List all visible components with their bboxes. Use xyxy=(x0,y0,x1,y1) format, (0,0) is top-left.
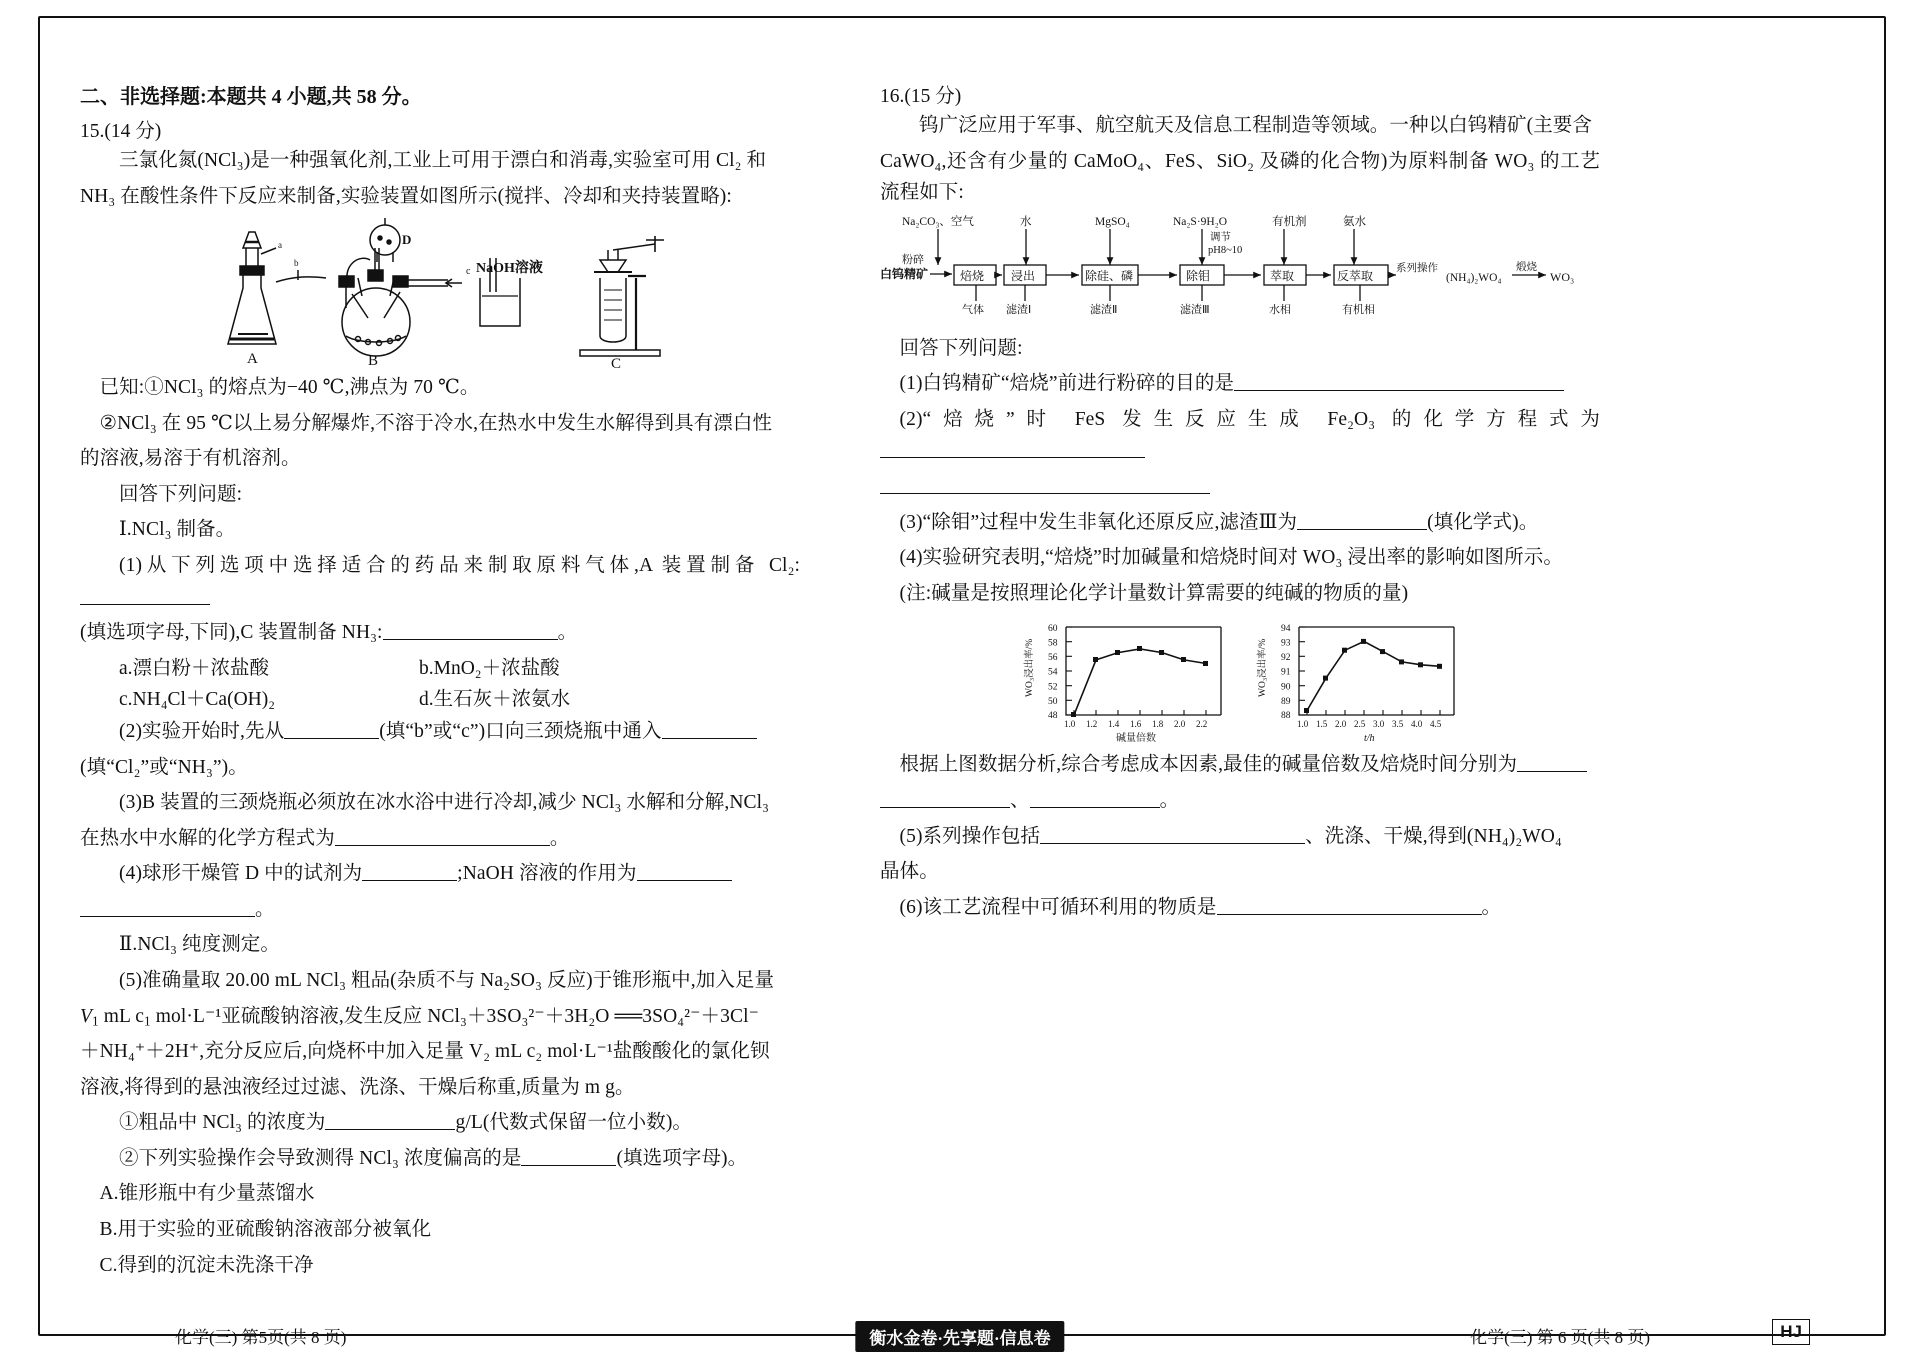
q16-sub2-blank-2[interactable] xyxy=(880,493,1210,494)
chart1-xlabel: 碱量倍数 xyxy=(1116,733,1156,745)
chart1-ytick-50: 50 xyxy=(1048,697,1058,708)
q15-sub5-1-blank[interactable] xyxy=(325,1129,455,1130)
chart-2-svg xyxy=(1249,615,1464,745)
chart2-ytick-93: 93 xyxy=(1281,638,1291,649)
q16-sub4-conclusion-line1 xyxy=(880,749,1600,781)
q15-options-row-1 xyxy=(80,653,800,685)
flow-input-arrow-label: 粉碎 xyxy=(902,253,924,266)
q16-sub2 xyxy=(880,404,1600,467)
footer-right-page: 化学(三) 第 6 页(共 8 页) xyxy=(1470,1328,1650,1347)
chart2-xtick-8: 4.5 xyxy=(1430,719,1442,730)
q15-sub4-text-b: ;NaOH 溶液的作用为 xyxy=(457,863,637,885)
q15-sub5-line3: ＋NH₄⁺＋2H⁺,充分反应后,向烧杯中加入足量 V₂ mL c₂ mol·L⁻¹盐酸酸化的氯化钡 xyxy=(80,1041,770,1063)
chart1-xtick-4: 1.6 xyxy=(1130,719,1142,730)
chart2-xtick-6: 3.5 xyxy=(1392,719,1404,730)
flow-step-5: 萃取 xyxy=(1270,268,1295,283)
flow-step-4: 除钼 xyxy=(1186,268,1211,283)
flow-reagent-4: Na₂S·9H₂O xyxy=(1173,215,1228,228)
chart1-xtick-3: 1.4 xyxy=(1108,719,1120,730)
chart2-xtick-7: 4.0 xyxy=(1411,719,1423,730)
process-flowchart xyxy=(880,213,1600,325)
q15-sub2-line2 xyxy=(80,752,800,784)
chart2-xtick-3: 2.0 xyxy=(1335,719,1347,730)
q15-sub3-text-b: 在热水中水解的化学方程式为 xyxy=(80,827,335,849)
flow-waste-6: 有机相 xyxy=(1342,303,1375,316)
q16-sub1-text: (1)白钨精矿“焙烧”前进行粉碎的目的是 xyxy=(899,373,1235,395)
q15-sub2-text-b: (填“b”或“c”)口向三颈烧瓶中通入 xyxy=(379,720,662,742)
footer-code-badge: HJ xyxy=(1772,1319,1810,1345)
q15-sub5-line1: (5)准确量取 20.00 mL NCl₃ 粗品(杂质不与 Na₂SO₃ 反应)于锥形瓶中,加入足量 xyxy=(119,969,775,991)
q15-known-2b: 的溶液,易溶于有机溶剂。 xyxy=(80,448,301,470)
q16-sub2-line2 xyxy=(880,471,1600,503)
q15-stem-line1 xyxy=(80,145,800,177)
q15-option-d: d.生石灰＋浓氨水 xyxy=(419,689,571,711)
question-15-number: 15.(14 分) xyxy=(80,121,162,142)
q16-sub4-line2: (注:碱量是按照理论化学计量数计算需要的纯碱的物质的量) xyxy=(899,582,1409,604)
q16-sub4-concl-period: 。 xyxy=(1159,789,1180,811)
question-16-number: 16.(15 分) xyxy=(880,86,962,107)
flow-tail-product: (NH₄)₂WO₄ xyxy=(1446,271,1502,284)
q16-sub3-text-a: (3)“除钼”过程中发生非氧化还原反应,滤渣Ⅲ为 xyxy=(899,511,1298,533)
flow-tail-final: WO₃ xyxy=(1550,269,1575,284)
q15-subopt-B: B.用于实验的亚硫酸钠溶液部分被氧化 xyxy=(99,1219,432,1241)
q15-sub3-line1 xyxy=(80,787,800,819)
q16-sub5-line2: 晶体。 xyxy=(880,861,939,883)
q15-sub2-line1 xyxy=(80,716,800,748)
flow-step-6: 反萃取 xyxy=(1337,268,1374,283)
q16-stem-line2: CaWO₄,还含有少量的 CaMoO₄、FeS、SiO₂ 及磷的化合物)为原料制备 WO₃ 的工艺流程如下: xyxy=(880,150,1600,204)
q16-sub4-concl-sep: 、 xyxy=(1010,789,1030,811)
q15-sub5-1-text-b: g/L(代数式保留一位小数)。 xyxy=(455,1112,693,1134)
q15-sub5-2-blank[interactable] xyxy=(521,1165,616,1166)
chart2-ylabel: WO₃浸出率/% xyxy=(1258,639,1268,698)
flow-reagent-6: 氨水 xyxy=(1343,215,1366,228)
q16-sub3 xyxy=(880,507,1600,539)
q15-sub1-blank-2[interactable] xyxy=(383,639,558,640)
q15-sub1-line1 xyxy=(80,550,800,613)
chart1-ytick-60: 60 xyxy=(1048,624,1058,635)
q15-option-c: c.NH₄Cl＋Ca(OH)₂ xyxy=(119,689,276,711)
flow-step-3: 除硅、磷 xyxy=(1085,268,1134,283)
q15-answer-prompt: 回答下列问题: xyxy=(119,483,243,505)
chart2-xtick-5: 3.0 xyxy=(1373,719,1385,730)
q15-sub5-line2: $V_1$ mL $c_1$ mol·L⁻¹亚硫酸钠溶液,发生反应 NCl₃＋3SO₃²⁻＋3H₂O ══3SO₄²⁻＋3Cl⁻ xyxy=(80,1005,759,1029)
q15-sub5-2 xyxy=(80,1143,800,1175)
flow-waste-5: 水相 xyxy=(1269,303,1291,316)
q16-sub6-period: 。 xyxy=(1481,896,1502,918)
q15-sub3-blank[interactable] xyxy=(335,845,550,846)
chart1-data-points xyxy=(1071,646,1208,717)
chart1-ytick-54: 54 xyxy=(1048,667,1058,678)
q15-sub4-line1 xyxy=(80,858,800,890)
q15-sub5-text-eq: mol·L⁻¹亚硫酸钠溶液,发生反应 NCl₃＋3SO₃²⁻＋3H₂O ══3SO₄²⁻＋3Cl⁻ xyxy=(150,1005,759,1027)
q16-sub4-line1: (4)实验研究表明,“焙烧”时加碱量和焙烧时间对 WO₃ 浸出率的影响如图所示。 xyxy=(899,547,1563,569)
q16-sub5-line1 xyxy=(880,821,1600,853)
q15-sub5-2-text-a: ②下列实验操作会导致测得 NCl₃ 浓度偏高的是 xyxy=(119,1147,522,1169)
chart1-ylabel: WO₃浸出率/% xyxy=(1025,639,1035,698)
chart1-ytick-58: 58 xyxy=(1048,638,1058,649)
flow-waste-3: 滤渣Ⅱ xyxy=(1090,303,1118,316)
q15-sub1-text-b: (填选项字母,下同),C 装置制备 NH₃: xyxy=(80,622,383,644)
q15-subopt-C: C.得到的沉淀未洗涤干净 xyxy=(99,1254,314,1276)
flow-reagent-1: Na₂CO₃、空气 xyxy=(902,215,974,228)
q15-stem-text2: NH₃ 在酸性条件下反应来制备,实验装置如图所示(搅拌、冷却和夹持装置略): xyxy=(80,185,732,207)
left-column xyxy=(60,80,820,1285)
q15-sub4-line2 xyxy=(80,894,800,926)
chart2-xtick-1: 1.0 xyxy=(1297,719,1309,730)
flowchart-svg xyxy=(880,213,1610,325)
q15-sub2-blank-2[interactable] xyxy=(662,738,757,739)
q16-answer-prompt: 回答下列问题: xyxy=(899,337,1023,359)
q16-sub2-blank-1[interactable] xyxy=(880,457,1145,458)
q16-sub6 xyxy=(880,892,1600,924)
q15-stem-text1: 三氯化氮(NCl₃)是一种强氧化剂,工业上可用于漂白和消毒,实验室可用 Cl₂ 和 xyxy=(119,150,767,171)
q15-sub4-text-a: (4)球形干燥管 D 中的试剂为 xyxy=(119,863,363,885)
q16-sub4-conclusion-line2 xyxy=(880,785,1600,817)
apparatus-label-a-port: a xyxy=(278,240,282,251)
q15-sub4-blank-3[interactable] xyxy=(80,916,255,917)
q15-var-v1: V xyxy=(80,1005,93,1027)
flow-reagent-2: 水 xyxy=(1020,215,1032,228)
q15-option-a: a.漂白粉＋浓盐酸 xyxy=(119,657,270,679)
chart2-data-points xyxy=(1304,639,1442,713)
q15-part2-title: Ⅱ.NCl₃ 纯度测定。 xyxy=(119,934,281,956)
q15-sub5-1 xyxy=(80,1107,800,1139)
flow-ph-note-2: pH8~10 xyxy=(1208,244,1243,256)
q16-sub5-blank[interactable] xyxy=(1040,843,1305,844)
apparatus-label-naoh: NaOH溶液 xyxy=(476,261,543,277)
apparatus-svg xyxy=(80,218,780,368)
q15-sub1-blank-1[interactable] xyxy=(80,604,210,605)
q15-sub5-text-ml: mL c xyxy=(98,1005,145,1027)
q16-sub3-text-b: (填化学式)。 xyxy=(1427,511,1539,533)
chart2-xtick-4: 2.5 xyxy=(1354,719,1366,730)
chart-roasting-time xyxy=(1249,615,1464,745)
flow-ph-note-1: 调节 xyxy=(1210,231,1231,243)
chart2-ytick-89: 89 xyxy=(1281,697,1291,708)
q16-sub5-text-a: (5)系列操作包括 xyxy=(899,825,1041,847)
q15-sub4-period: 。 xyxy=(255,898,275,920)
flow-input-label: 白钨精矿 xyxy=(880,266,929,281)
q15-sub2-text-c: (填“Cl₂”或“NH₃”)。 xyxy=(80,756,248,778)
q15-sub4-blank-1[interactable] xyxy=(362,880,457,881)
flow-reagent-5: 有机剂 xyxy=(1272,215,1307,228)
chart1-xtick-6: 2.0 xyxy=(1174,719,1186,730)
chart2-ytick-94: 94 xyxy=(1281,624,1291,635)
q15-known-2a: ②NCl₃ 在 95 ℃以上易分解爆炸,不溶于冷水,在热水中发生水解得到具有漂白性 xyxy=(99,412,773,434)
q15-sub5-2-text-b: (填选项字母)。 xyxy=(616,1147,748,1169)
chart1-xtick-7: 2.2 xyxy=(1196,719,1208,730)
section-heading: 二、非选择题:本题共 4 小题,共 58 分。 xyxy=(80,86,422,108)
chart2-xtick-2: 1.5 xyxy=(1316,719,1328,730)
chart-alkali-ratio xyxy=(1016,615,1231,745)
q15-sub2-text-a: (2)实验开始时,先从 xyxy=(119,720,285,742)
q16-sub4-concl-blank-2[interactable] xyxy=(880,807,1010,808)
apparatus-label-a: A xyxy=(247,351,258,368)
q15-sub3-line2 xyxy=(80,823,800,855)
chart-1-svg xyxy=(1016,615,1231,745)
q16-sub1-blank[interactable] xyxy=(1234,390,1564,391)
apparatus-label-c: C xyxy=(611,356,622,369)
q16-sub4-concl-blank-3[interactable] xyxy=(1030,807,1160,808)
q15-known-1: 已知:①NCl₃ 的熔点为−40 ℃,沸点为 70 ℃。 xyxy=(99,377,480,399)
q15-option-b: b.MnO₂＋浓盐酸 xyxy=(419,657,560,679)
q16-sub6-blank[interactable] xyxy=(1217,914,1482,915)
apparatus-figure xyxy=(80,218,800,368)
q16-sub6-text-a: (6)该工艺流程中可循环利用的物质是 xyxy=(899,896,1217,918)
flow-tail-arrow-label: 煅烧 xyxy=(1516,261,1537,273)
charts-container xyxy=(880,615,1600,745)
q15-subopt-A: A.锥形瓶中有少量蒸馏水 xyxy=(99,1183,315,1205)
apparatus-label-b: B xyxy=(368,353,379,369)
apparatus-label-c-port: c xyxy=(466,266,471,278)
flow-step-1: 焙烧 xyxy=(960,268,985,283)
footer-brand-banner: 衡水金卷·先享题·信息卷 xyxy=(855,1321,1064,1352)
chart1-ytick-56: 56 xyxy=(1048,653,1058,664)
flow-step-2: 浸出 xyxy=(1011,268,1036,283)
q16-sub3-blank[interactable] xyxy=(1297,529,1427,530)
chart2-ytick-88: 88 xyxy=(1281,711,1291,722)
flow-reagent-3: MgSO₄ xyxy=(1095,215,1130,228)
chart1-xtick-1: 1.0 xyxy=(1064,719,1076,730)
q16-sub1 xyxy=(880,368,1600,400)
chart2-ytick-91: 91 xyxy=(1281,667,1291,678)
flow-waste-2: 滤渣Ⅰ xyxy=(1006,303,1032,316)
apparatus-label-d: D xyxy=(402,232,412,248)
q15-sub1-text-a: (1)从下列选项中选择适合的药品来制取原料气体,A 装置制备 Cl₂: xyxy=(119,555,800,577)
q15-sub1-period: 。 xyxy=(557,622,578,644)
q16-stem-line1: 钨广泛应用于军事、航空航天及信息工程制造等领域。一种以白钨精矿(主要含 xyxy=(919,115,1592,136)
chart2-ytick-92: 92 xyxy=(1281,653,1291,664)
footer-left-page: 化学(三) 第5页(共 8 页) xyxy=(175,1328,347,1347)
q15-part1-title: Ⅰ.NCl₃ 制备。 xyxy=(119,519,236,541)
q15-stem-line2 xyxy=(80,181,800,213)
chart2-xlabel: t/h xyxy=(1364,733,1375,745)
q15-sub5-1-text-a: ①粗品中 NCl₃ 的浓度为 xyxy=(119,1112,326,1134)
q16-sub4-concl-blank-1[interactable] xyxy=(1517,771,1587,772)
q16-sub4-concl-text-a: 根据上图数据分析,综合考虑成本因素,最佳的碱量倍数及焙烧时间分别为 xyxy=(899,754,1518,776)
chart1-ytick-52: 52 xyxy=(1048,682,1058,693)
q15-sub4-blank-2[interactable] xyxy=(637,880,732,881)
flow-waste-4: 滤渣Ⅲ xyxy=(1180,303,1210,316)
chart1-xtick-2: 1.2 xyxy=(1086,719,1098,730)
right-column xyxy=(820,80,1620,1285)
q15-sub2-blank-1[interactable] xyxy=(284,738,379,739)
apparatus-label-b-port: b xyxy=(294,258,299,269)
q15-sub1-line2 xyxy=(80,617,800,649)
two-column-layout xyxy=(60,80,1860,1285)
flow-waste-1: 气体 xyxy=(962,303,984,316)
chart2-ytick-90: 90 xyxy=(1281,682,1291,693)
q15-options-row-2 xyxy=(80,684,800,716)
chart1-ytick-48: 48 xyxy=(1048,711,1058,722)
flow-tail-op: 系列操作 xyxy=(1396,262,1438,274)
q15-sub5-line4: 溶液,将得到的悬浊液经过过滤、洗涤、干燥后称重,质量为 m g。 xyxy=(80,1076,635,1098)
q15-sub3-period: 。 xyxy=(549,827,570,849)
q15-sub3-text-a: (3)B 装置的三颈烧瓶必须放在冰水浴中进行冷却,减少 NCl₃ 水解和分解,NCl₃ xyxy=(119,792,770,814)
chart1-xtick-5: 1.8 xyxy=(1152,719,1164,730)
q16-sub5-text-b: 、洗涤、干燥,得到(NH₄)₂WO₄ xyxy=(1305,825,1562,847)
q16-sub2-text: (2)“焙烧”时 FeS 发生反应生成 Fe₂O₃ 的化学方程式为 xyxy=(899,408,1600,430)
